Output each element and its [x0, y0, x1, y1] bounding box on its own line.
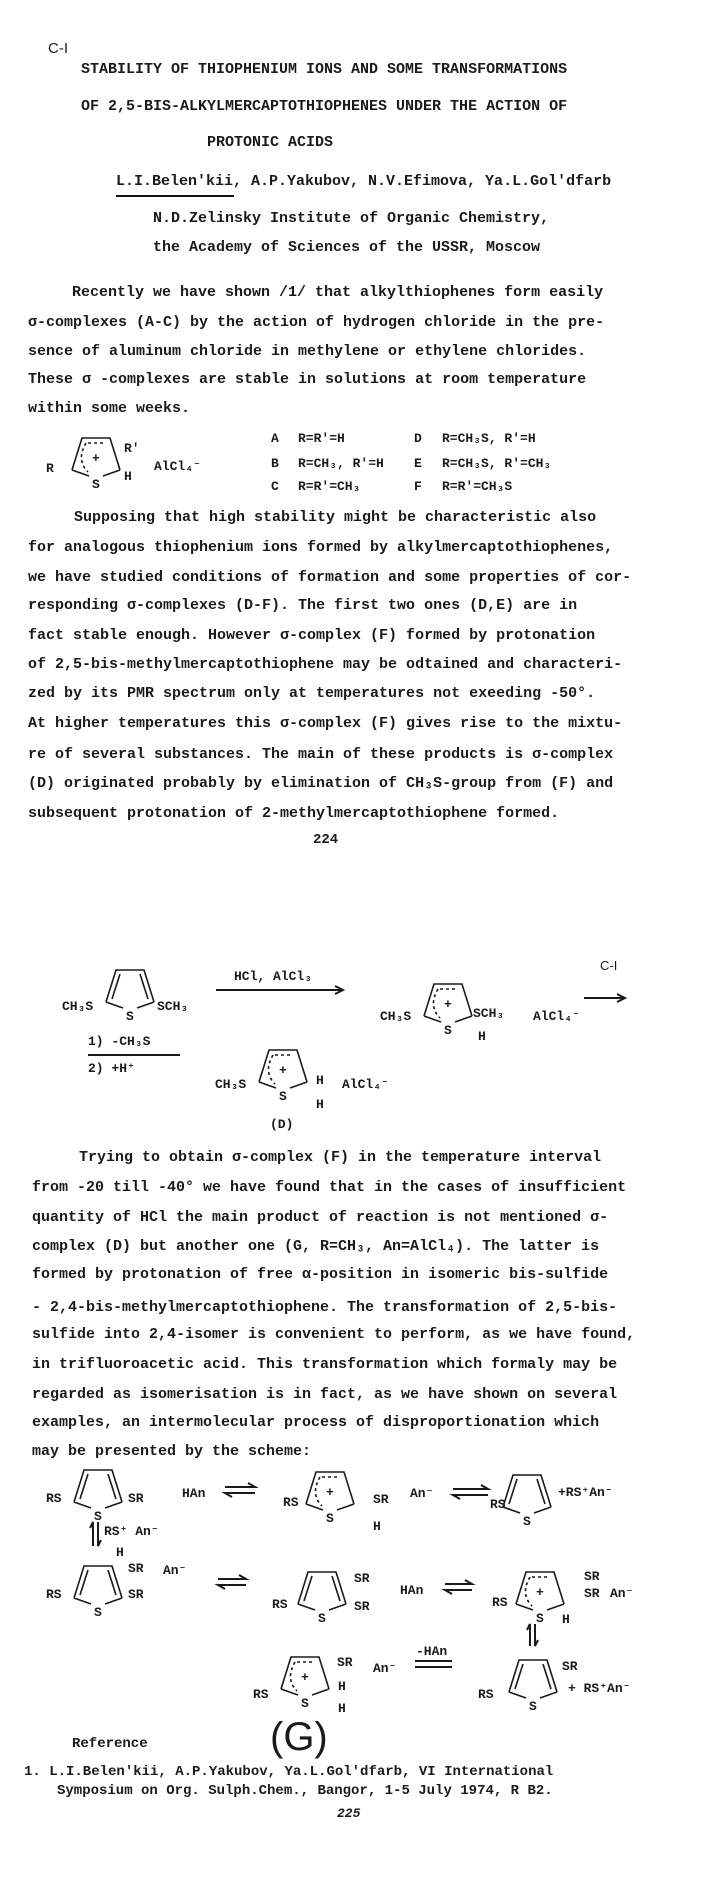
bis-methylmercaptothiophene-ring [106, 970, 154, 1024]
reference-item-line-1: 1. L.I.Belen'kii, A.P.Yakubov, Ya.L.Gol'dfarb, VI International [24, 1764, 554, 1780]
sulfur-atom: S [326, 1511, 334, 1526]
paragraph-line: regarded as isomerisation is in fact, as we have shown on several [32, 1386, 618, 1403]
reagent-label: -HAn [416, 1644, 448, 1659]
substituent-label: SR [128, 1491, 144, 1506]
paragraph-line: fact stable enough. However σ-complex (F) formed by protonation [28, 627, 596, 644]
substituent-label: RS [46, 1587, 62, 1602]
substituent-label: SR [584, 1586, 600, 1601]
substituent-label: SR [337, 1655, 353, 1670]
compound-label-g: (G) [270, 1715, 328, 1759]
positive-charge: + [92, 451, 100, 466]
substituent-label: SCH₃ [473, 1006, 505, 1021]
complex-key: B [271, 456, 279, 471]
sulfur-atom: S [94, 1605, 102, 1620]
equilibrium-arrow [218, 1575, 246, 1589]
equilibrium-arrow [225, 1483, 255, 1497]
sigma-complex-ring [72, 438, 120, 492]
title-line-2: OF 2,5-BIS-ALKYLMERCAPTOTHIOPHENES UNDER THE ACTION OF [81, 98, 568, 115]
positive-charge: + [444, 997, 452, 1012]
anion-label: AlCl₄⁻ [342, 1077, 389, 1092]
equilibrium-arrow [453, 1485, 488, 1499]
sulfur-atom: S [94, 1509, 102, 1524]
substituent-label: CH₃S [62, 999, 94, 1014]
paragraph-line: - 2,4-bis-methylmercaptothiophene. The transformation of 2,5-bis- [32, 1299, 618, 1316]
paragraph-line: of 2,5-bis-methylmercaptothiophene may be odtained and characteri- [28, 656, 623, 673]
thiophene-ring [509, 1660, 557, 1714]
affiliation-line-2: the Academy of Sciences of the USSR, Moscow [153, 239, 541, 256]
anion-label: An⁻ [163, 1563, 187, 1578]
sulfur-atom: S [126, 1009, 134, 1024]
paragraph-line: for analogous thiophenium ions formed by alkylmercaptothiophenes, [28, 539, 614, 556]
step-2-label: 2) +H⁺ [88, 1061, 135, 1076]
anion-label: AlCl₄⁻ [533, 1009, 580, 1024]
substituent-label: RS [492, 1595, 508, 1610]
paragraph-line: (D) originated probably by elimination of CH₃S-group from (F) and [28, 775, 614, 792]
substituent-label: SR [128, 1587, 144, 1602]
h-label: H [116, 1545, 124, 1560]
h-label: H [338, 1679, 346, 1694]
paragraph-line: may be presented by the scheme: [32, 1443, 312, 1460]
r-prime-label: R' [124, 441, 140, 456]
r-label: R [46, 461, 54, 476]
protonated-ring [424, 984, 472, 1038]
substituent-label: RS [272, 1597, 288, 1612]
equilibrium-sign [415, 1661, 452, 1667]
complex-key: E [414, 456, 422, 471]
complex-key: F [414, 479, 422, 494]
paragraph-line: responding σ-complexes (D-F). The first two ones (D,E) are in [28, 597, 578, 614]
byproduct-label: + RS⁺An⁻ [568, 1681, 631, 1696]
substituent-label: SR [562, 1659, 578, 1674]
title-line-1: STABILITY OF THIOPHENIUM IONS AND SOME TRANSFORMATIONS [81, 61, 568, 78]
paragraph-line: formed by protonation of free α-position in isomeric bis-sulfide [32, 1266, 609, 1283]
reference-heading: Reference [72, 1736, 148, 1752]
sulfur-atom: S [279, 1089, 287, 1104]
h-label: H [124, 469, 132, 484]
page-number: 225 [337, 1806, 361, 1821]
paragraph-line: re of several substances. The main of these products is σ-complex [28, 746, 614, 763]
byproduct-label: +RS⁺An⁻ [558, 1485, 613, 1500]
reaction-arrow [216, 986, 343, 994]
step-1-label: 1) -CH₃S [88, 1034, 151, 1049]
paragraph-line: examples, an intermolecular process of disproportionation which [32, 1414, 600, 1431]
paragraph-line: σ-complexes (A-C) by the action of hydrogen chloride in the pre- [28, 314, 605, 331]
substituent-label: SR [354, 1571, 370, 1586]
complex-key: C [271, 479, 279, 494]
paragraph-line: At higher temperatures this σ-complex (F) gives rise to the mixtu- [28, 715, 623, 732]
equilibrium-arrow-vertical [527, 1624, 538, 1646]
substituent-label: CH₃S [215, 1077, 247, 1092]
sulfur-atom: S [523, 1514, 531, 1529]
equilibrium-arrow-vertical [90, 1522, 101, 1546]
paragraph-line: Trying to obtain σ-complex (F) in the temperature interval [79, 1149, 602, 1166]
sulfur-atom: S [444, 1023, 452, 1038]
substituent-label: RS [283, 1495, 299, 1510]
equilibrium-arrow [445, 1580, 472, 1594]
paragraph-line: within some weeks. [28, 400, 191, 417]
paragraph-line: These σ -complexes are stable in solutions at room temperature [28, 371, 587, 388]
page-number: 224 [313, 832, 339, 848]
complex-def: R=CH₃, R'=H [298, 456, 384, 471]
complex-def: R=R'=CH₃S [442, 479, 513, 494]
substituent-label: SCH₃ [157, 999, 189, 1014]
title-line-3: PROTONIC ACIDS [207, 134, 334, 151]
anion-label: An⁻ [610, 1586, 634, 1601]
cation-ring [74, 1566, 122, 1620]
paragraph-line: in trifluoroacetic acid. This transformation which formaly may be [32, 1356, 618, 1373]
h-label: H [316, 1073, 324, 1088]
scheme-code: C-I [600, 958, 618, 973]
authors: L.I.Belen'kii, A.P.Yakubov, N.V.Efimova, Ya.L.Gol'dfarb [116, 173, 612, 190]
h-label: H [562, 1612, 570, 1627]
complex-key: A [271, 431, 279, 446]
acid-label: HAn [182, 1486, 206, 1501]
anion-label: An⁻ [373, 1661, 397, 1676]
h-label: H [316, 1097, 324, 1112]
anion-label: An⁻ [410, 1486, 434, 1501]
paragraph-line: Recently we have shown /1/ that alkylthiophenes form easily [72, 284, 604, 301]
paragraph-line: quantity of HCl the main product of reaction is not mentioned σ- [32, 1209, 609, 1226]
reference-item-line-2: Symposium on Org. Sulph.Chem., Bangor, 1-5 July 1974, R B2. [57, 1783, 553, 1799]
h-label: H [478, 1029, 486, 1044]
sulfur-atom: S [529, 1699, 537, 1714]
paragraph-line: Supposing that high stability might be characteristic also [74, 509, 597, 526]
compound-label-d: (D) [270, 1117, 294, 1132]
substituent-label: SR [354, 1599, 370, 1614]
complex-def: R=R'=H [298, 431, 345, 446]
complex-def: R=R'=CH₃ [298, 479, 361, 494]
complex-def: R=CH₃S, R'=H [442, 431, 536, 446]
paragraph-line: subsequent protonation of 2-methylmercaptothiophene formed. [28, 805, 560, 822]
paragraph-line: zed by its PMR spectrum only at temperatures not exeeding -50°. [28, 685, 596, 702]
paragraph-line: sence of aluminum chloride in methylene or ethylene chlorides. [28, 343, 587, 360]
paragraph-line: complex (D) but another one (G, R=CH₃, An=AlCl₄). The latter is [32, 1238, 600, 1255]
paragraph-line: sulfide into 2,4-isomer is convenient to perform, as we have found, [32, 1326, 636, 1343]
substituent-label: SR [373, 1492, 389, 1507]
reagent-label: HCl, AlCl₃ [234, 969, 313, 984]
document-code: C-I [48, 40, 68, 57]
thiophene-ring [298, 1572, 346, 1626]
positive-charge: + [301, 1670, 309, 1685]
sigma-complex-g-ring [281, 1657, 329, 1711]
substituent-label: SR [128, 1561, 144, 1576]
substituent-label: RS [478, 1687, 494, 1702]
affiliation-line-1: N.D.Zelinsky Institute of Organic Chemistry, [153, 210, 550, 227]
substituent-label: SR [584, 1569, 600, 1584]
reaction-arrow [584, 994, 625, 1002]
positive-charge: + [279, 1063, 287, 1078]
positive-charge: + [536, 1585, 544, 1600]
h-label: H [338, 1701, 346, 1716]
cation-ring [306, 1472, 354, 1526]
substituent-label: RS [490, 1497, 506, 1512]
paragraph-line: we have studied conditions of formation and some properties of cor- [28, 569, 632, 586]
sulfur-atom: S [536, 1611, 544, 1626]
thiophene-ring [74, 1470, 122, 1524]
acid-label: HAn [400, 1583, 424, 1598]
thiophene-ring [503, 1475, 551, 1529]
substituent-label: RS [253, 1687, 269, 1702]
substituent-label: RS [46, 1491, 62, 1506]
paragraph-line: from -20 till -40° we have found that in the cases of insufficient [32, 1179, 627, 1196]
sulfur-atom: S [301, 1696, 309, 1711]
complex-def: R=CH₃S, R'=CH₃ [442, 456, 552, 471]
h-label: H [373, 1519, 381, 1534]
reagent-label: RS⁺ An⁻ [104, 1524, 159, 1539]
sigma-complex-d-ring [259, 1050, 307, 1104]
anion-label: AlCl₄⁻ [154, 459, 201, 474]
positive-charge: + [326, 1485, 334, 1500]
substituent-label: CH₃S [380, 1009, 412, 1024]
complex-key: D [414, 431, 422, 446]
sulfur-atom: S [318, 1611, 326, 1626]
cation-ring [516, 1572, 564, 1626]
substituent-table [271, 431, 551, 494]
sulfur-atom: S [92, 477, 100, 492]
